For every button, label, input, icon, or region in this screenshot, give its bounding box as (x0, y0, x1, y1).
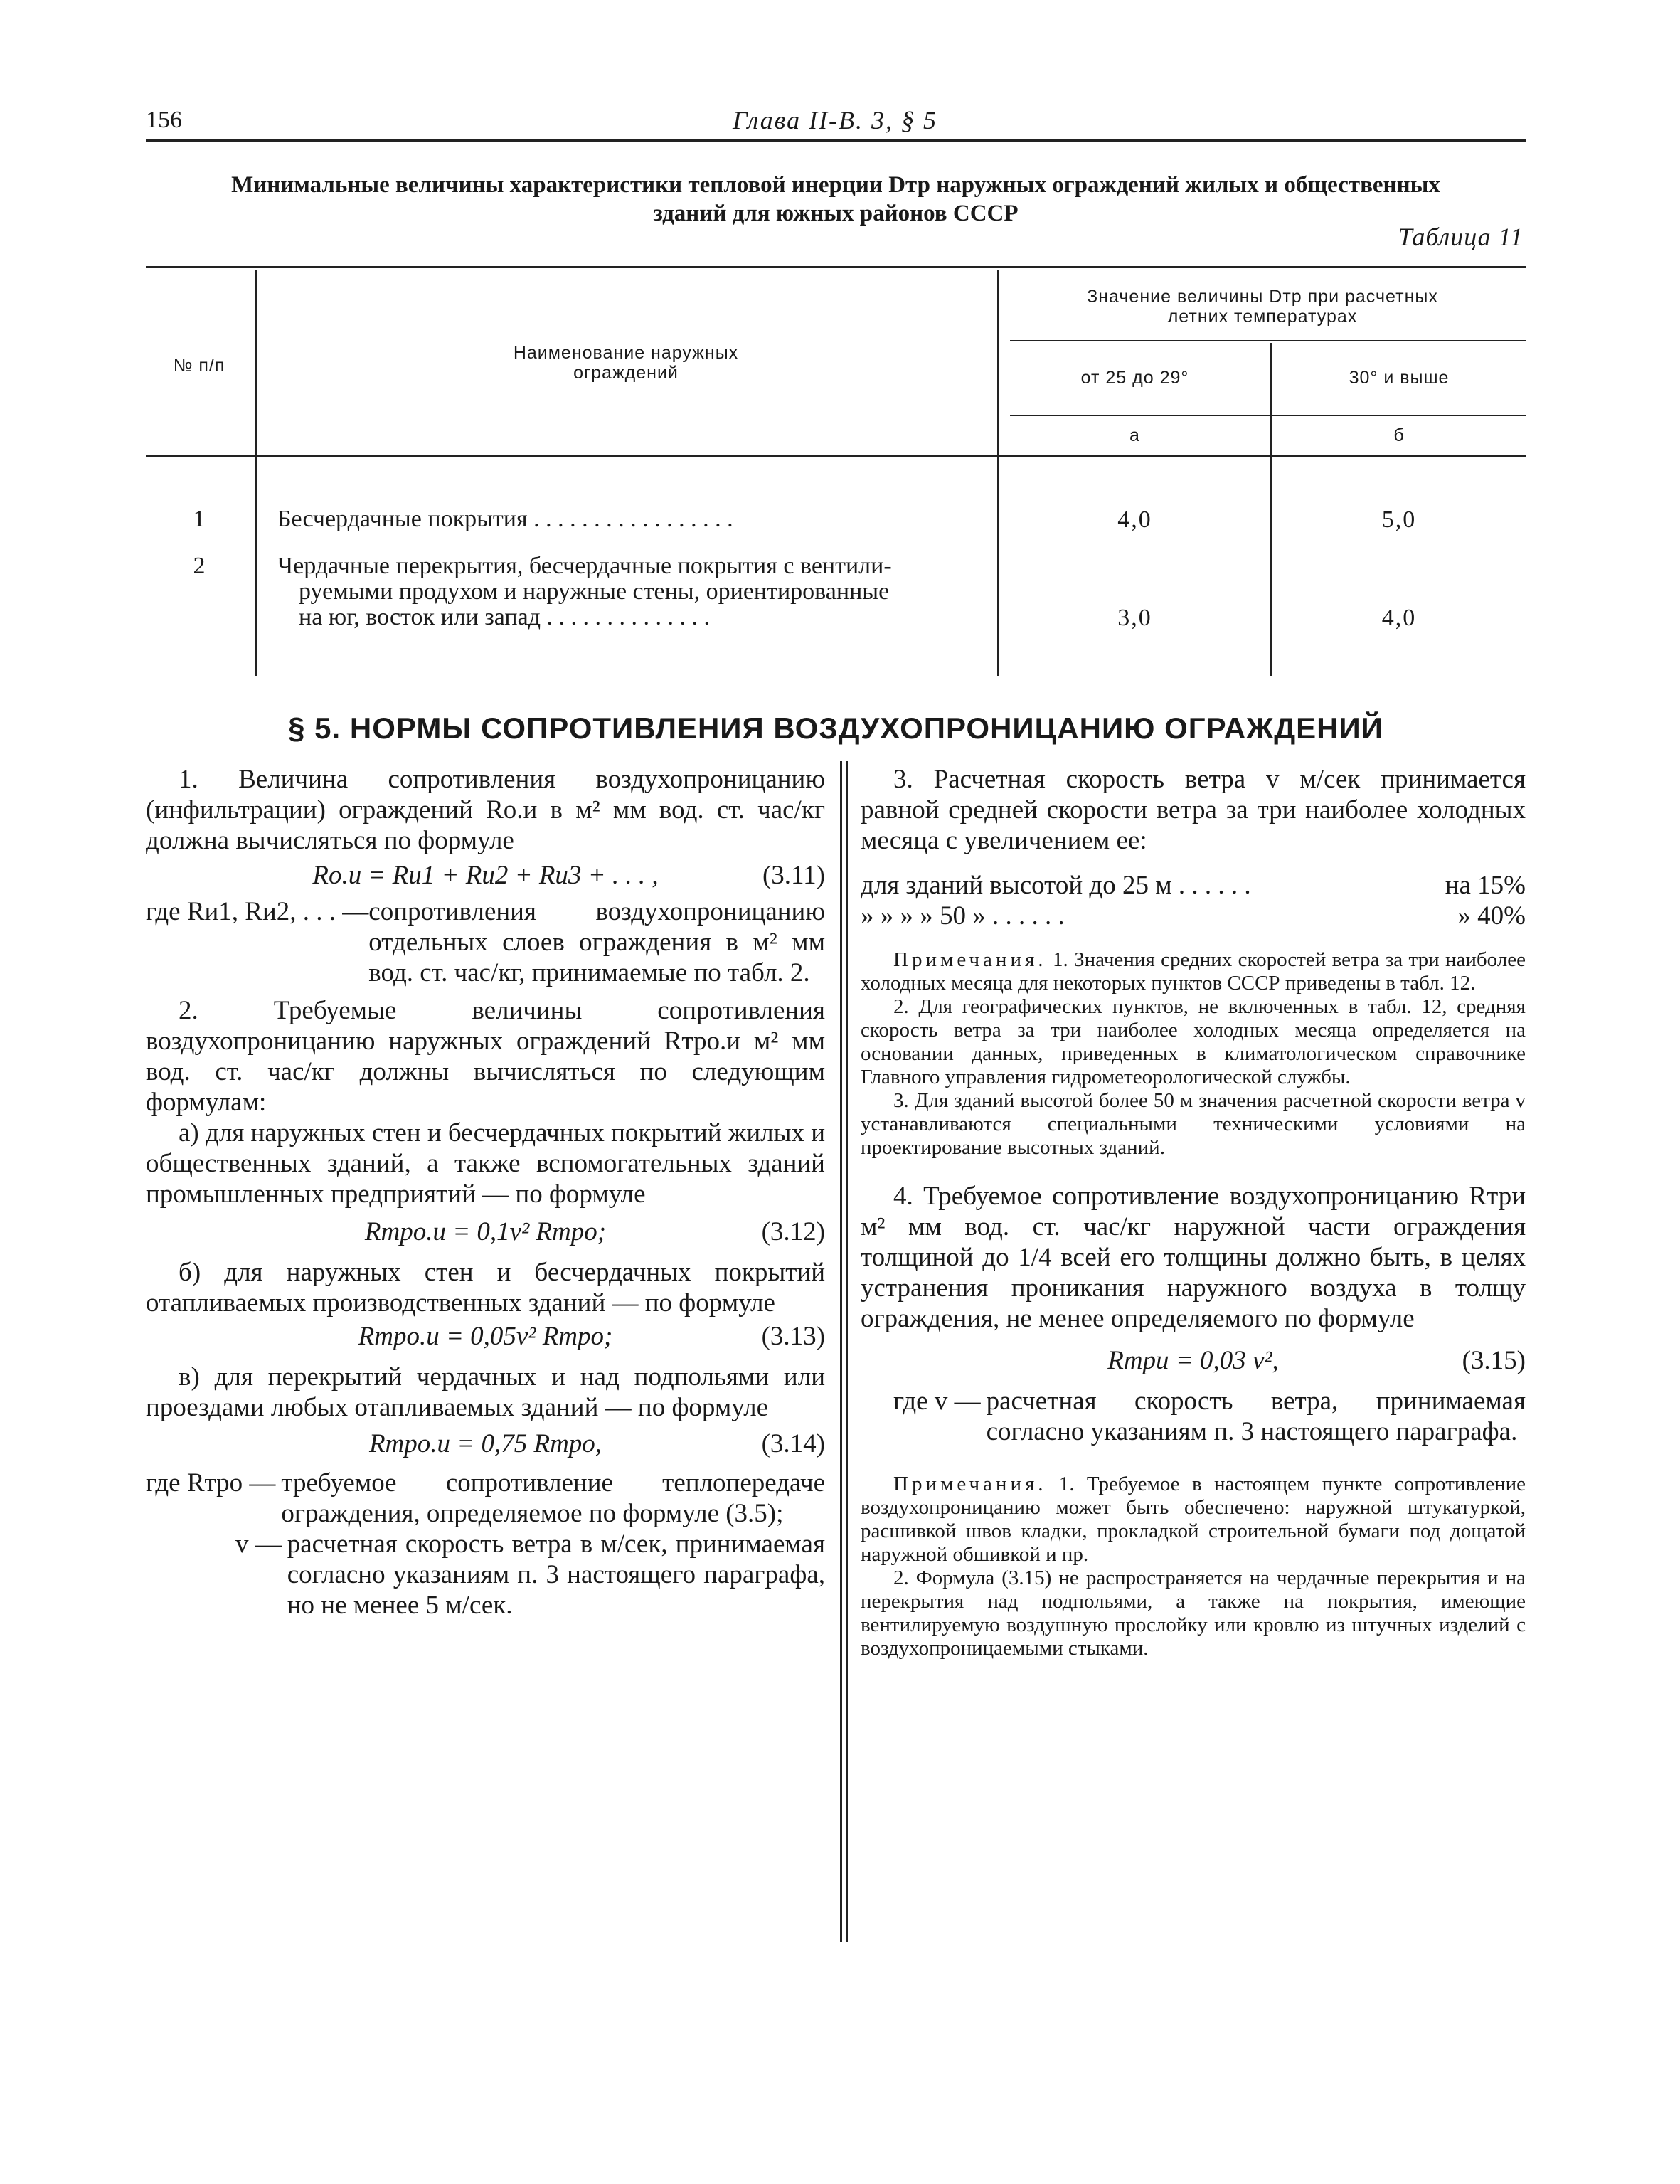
column-divider-right (846, 761, 848, 1942)
rate-row-1-value: на 15% (1445, 871, 1526, 900)
notes-block-2 (861, 1473, 1526, 1660)
column-divider-left (840, 761, 842, 1942)
formula-3-14-number: (3.14) (761, 1429, 825, 1458)
note-1-1: 1. Значения средних скоростей ветра за три наиболее холодных месяца для некоторых пунктов СССР приведены в табл. 12. (861, 948, 1526, 995)
formula-3-13 (146, 1321, 825, 1352)
notes-2-title: Примечания. (893, 1473, 1047, 1495)
table-row-1-b: 5,0 (1381, 507, 1417, 533)
formula-3-12 (146, 1216, 825, 1247)
rate-row-2-value: » 40% (1457, 901, 1526, 931)
header-col-value (999, 287, 1526, 327)
header-col-no: № п/п (173, 356, 225, 376)
table-row-2-name-line3: на юг, восток или запад . . . . . . . . . . . . . . (299, 604, 710, 630)
formula-3-11-expr: Rо.и = Rи1 + Rи2 + Rи3 + . . . , (312, 861, 659, 890)
where-block-2 (146, 1468, 825, 1529)
table-top-rule (146, 266, 1526, 268)
where-4-text: расчетная скорость ветра, принимаемая согласно указаниям п. 3 настоящего параграфа. (986, 1387, 1526, 1446)
header-col-b-letter: б (1393, 425, 1405, 445)
formula-3-11-number: (3.11) (762, 861, 825, 890)
formula-3-15-number: (3.15) (1462, 1346, 1526, 1375)
where-2-text: требуемое сопротивление теплопередаче ограждения, определяемое по формуле (3.5); (281, 1468, 825, 1528)
notes-1-title: Примечания. (893, 948, 1047, 971)
header-col-value-line2: летних температурах (1167, 307, 1358, 327)
rate-row-1-label: для зданий высотой до 25 м . . . . . . (861, 871, 1251, 900)
header-col-name (256, 343, 996, 383)
paragraph-4: 4. Требуемое сопротивление воздухопроницанию Rтри м² мм вод. ст. час/кг наружной части ограждения толщиной до 1/4 всей его толщины должно быть, в целях устранения проникания наружного воздуха в толщу ограждения, не менее определяемого по формуле (861, 1182, 1526, 1333)
where-block-1 (146, 896, 825, 988)
table-row-2-name (277, 553, 996, 630)
where-1-text: сопротивления воздухопроницанию отдельных слоев ограждения в м² мм вод. ст. час/кг, принимаемые по табл. 2. (368, 897, 825, 987)
right-column (861, 764, 1526, 1660)
section-heading: § 5. НОРМЫ СОПРОТИВЛЕНИЯ ВОЗДУХОПРОНИЦАНИЮ ОГРАЖДЕНИЙ (288, 711, 1383, 745)
table-subhead-rule-2 (1010, 415, 1526, 416)
rate-table (861, 870, 1526, 931)
where-block-3 (146, 1529, 825, 1621)
table-header-rule (146, 455, 1526, 457)
formula-3-15 (861, 1345, 1526, 1376)
note-2-2: 2. Формула (3.15) не распространяется на чердачные перекрытия и на перекрытия над подпольями, а также на покрытия, имеющие вентилируемую воздушную прослойку или кровлю из штучных изделий с воздухопроницаемыми стыками. (861, 1567, 1526, 1660)
rate-row-1 (861, 870, 1526, 901)
formula-3-11 (146, 860, 825, 891)
where-2-label: где Rтро — (146, 1468, 276, 1497)
paragraph-2a: а) для наружных стен и бесчердачных покрытий жилых и общественных зданий, а также вспомогательных зданий промышленных предприятий — по формуле (146, 1118, 825, 1209)
table-row-2-a: 3,0 (1117, 605, 1152, 631)
table-row-2-name-line2: руемыми продухом и наружные стены, ориентированные (299, 578, 890, 605)
formula-3-13-number: (3.13) (761, 1322, 825, 1351)
table-vline-1 (255, 270, 257, 676)
rate-row-2-label: » » » » 50 » . . . . . . (861, 901, 1065, 931)
paragraph-3: 3. Расчетная скорость ветра v м/сек принимается равной средней скорости ветра за три наиболее холодных месяца с увеличением ее: (861, 765, 1526, 855)
table-row-1-no: 1 (193, 506, 206, 532)
table-row-1-a: 4,0 (1117, 507, 1152, 533)
where-1-label: где Rи1, Rи2, . . . — (146, 897, 369, 926)
header-col-a-letter: а (1129, 425, 1140, 445)
formula-3-13-expr: Rтро.и = 0,05v² Rтро; (358, 1322, 613, 1351)
table-row-2-name-line1: Чердачные перекрытия, бесчердачные покрытия с вентили- (277, 553, 892, 579)
left-column (146, 764, 825, 1621)
header-col-value-line1: Значение величины Dтр при расчетных (1087, 287, 1438, 307)
where-3-label: v — (235, 1530, 282, 1559)
table-label: Таблица 11 (1398, 223, 1524, 251)
formula-3-12-number: (3.12) (761, 1217, 825, 1246)
note-2-1: 1. Требуемое в настоящем пункте сопротивление воздухопроницанию может быть обеспечено: наружной штукатуркой, расшивкой швов кладки, прокладкой строительной бумаги под дощатой наружной обшивкой и пр. (861, 1473, 1526, 1566)
page-number: 156 (146, 107, 182, 133)
note-1-2: 2. Для географических пунктов, не включенных в табл. 12, средняя скорость ветра за три наиболее холодных месяца определяется на основании данных, приведенных в климатологическом справочнике Главного управления гидрометеорологической службы. (861, 995, 1526, 1088)
paragraph-2: 2. Требуемые величины сопротивления воздухопроницанию наружных ограждений Rтро.и м² мм вод. ст. час/кг должны вычисляться по следующим формулам: (146, 996, 825, 1117)
where-3-text: расчетная скорость ветра в м/сек, принимаемая согласно указаниям п. 3 настоящего параграфа, но не менее 5 м/сек. (287, 1530, 825, 1620)
note-1-3: 3. Для зданий высотой более 50 м значения расчетной скорости ветра v устанавливаются специальными техническими условиями на проектирование высотных зданий. (861, 1089, 1526, 1159)
paragraph-2b: б) для наружных стен и бесчердачных покрытий отапливаемых производственных зданий — по формуле (146, 1258, 825, 1318)
where-4-label: где v — (893, 1387, 981, 1416)
paragraph-2v: в) для перекрытий чердачных и над подпольями или проездами любых отапливаемых зданий — по формуле (146, 1362, 825, 1422)
where-block-4 (861, 1386, 1526, 1447)
table-caption-line2: зданий для южных районов СССР (653, 201, 1019, 226)
formula-3-12-expr: Rтро.и = 0,1v² Rтро; (364, 1217, 607, 1246)
formula-3-15-expr: Rтри = 0,03 v², (1107, 1346, 1279, 1375)
table-caption (146, 171, 1526, 228)
running-head: Глава II-В. 3, § 5 (733, 106, 938, 134)
table-caption-line1: Минимальные величины характеристики тепловой инерции Dтр наружных ограждений жилых и общественных (231, 172, 1440, 198)
table-row-2-no: 2 (193, 553, 206, 579)
header-col-b: 30° и выше (1349, 368, 1450, 388)
formula-3-14-expr: Rтро.и = 0,75 Rтро, (368, 1429, 602, 1458)
rate-row-2 (861, 901, 1526, 931)
header-col-a: от 25 до 29° (1080, 368, 1189, 388)
table-subhead-rule-1 (1010, 340, 1526, 341)
header-col-name-line1: Наименование наружных (513, 343, 739, 363)
notes-block-1 (861, 948, 1526, 1160)
table-row-1-name: Бесчердачные покрытия . . . . . . . . . . . . . . . . . (277, 506, 733, 532)
header-rule (146, 139, 1526, 142)
formula-3-14 (146, 1428, 825, 1459)
paragraph-1: 1. Величина сопротивления воздухопроницанию (инфильтрации) ограждений Rо.и в м² мм вод. ст. час/кг должна вычисляться по формуле (146, 765, 825, 855)
header-col-name-line2: ограждений (573, 363, 679, 383)
table-row-2-b: 4,0 (1381, 605, 1417, 631)
